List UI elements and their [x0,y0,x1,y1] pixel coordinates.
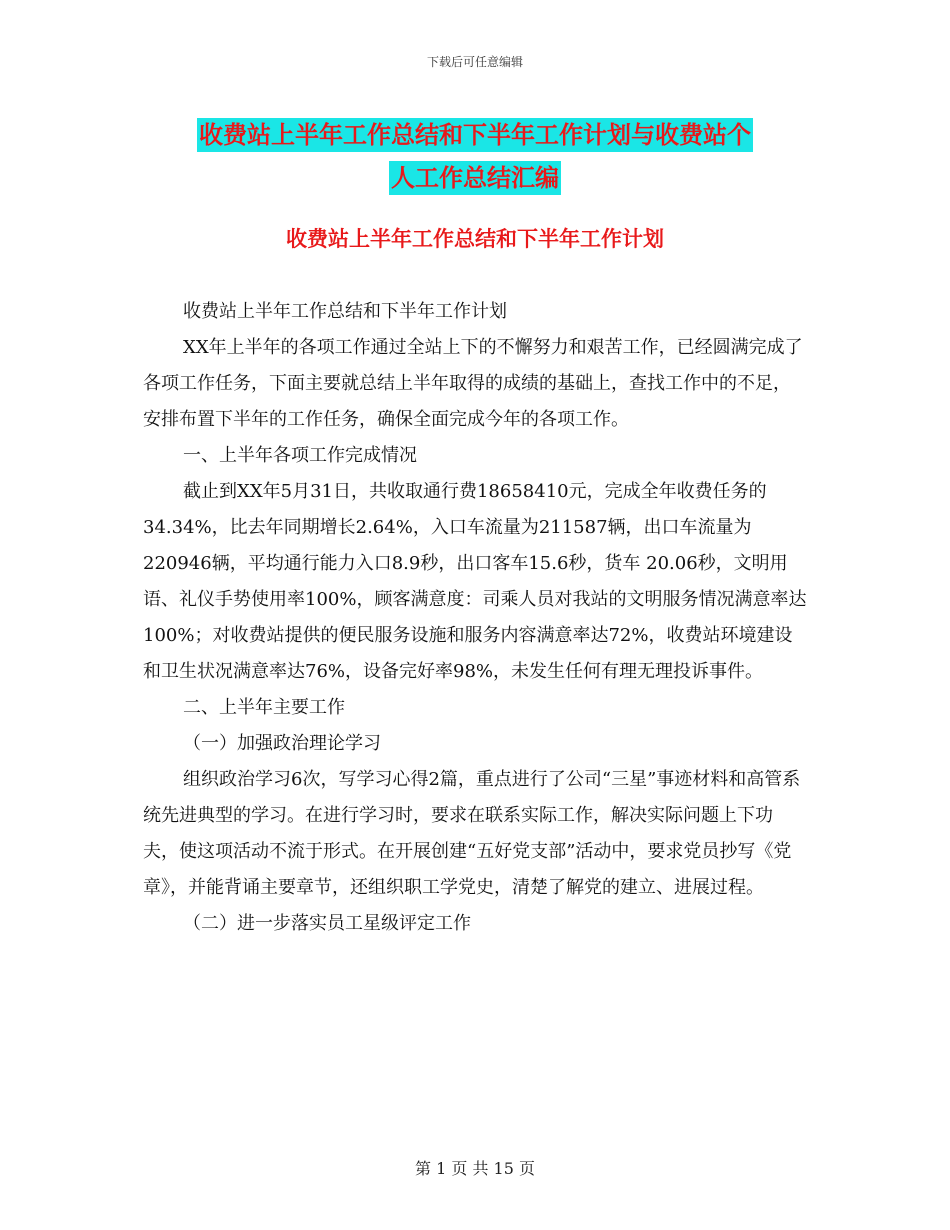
subheading-1: （一）加强政治理论学习 [183,733,381,754]
heading-1: 一、上半年各项工作完成情况 [183,445,417,466]
header-note: 下载后可任意编辑 [426,55,523,69]
title-highlight-2: 人工作总结汇编 [389,161,561,195]
subheading-2: （二）进一步落实员工星级评定工作 [183,913,471,934]
heading-2: 二、上半年主要工作 [183,697,345,718]
paragraph: 收费站上半年工作总结和下半年工作计划 [183,301,507,322]
document-title-line-1 [0,115,950,150]
section-title: 收费站上半年工作总结和下半年工作计划 [286,227,664,251]
page-footer: 第 1 页 共 15 页 [415,1159,535,1178]
paragraph: XX年上半年的各项工作通过全站上下的不懈努力和艰苦工作，已经圆满完成了各项工作任务，下面主要就总结上半年取得的成绩的基础上，查找工作中的不足，安排布置下半年的工作任务，确保全面完成今年的各项工作。 [143,337,803,430]
document-body [143,294,808,942]
title-highlight-1: 收费站上半年工作总结和下半年工作计划与收费站个 [197,118,753,152]
paragraph: 截止到XX年5月31日，共收取通行费18658410元，完成全年收费任务的34.34%，比去年同期增长2.64%，入口车流量为211587辆，出口车流量为220946辆，平均通行能力入口8.9秒，出口客车15.6秒，货车 20.06秒，文明用语、礼仪手势使用率100%，顾客满意度：司乘人员对我站的文明服务情况满意率达100%；对收费站提供的便民服务设施和服务内容满意率达72%，收费站环境建设和卫生状况满意率达76%，设备完好率98%，未发生任何有理无理投诉事件。 [143,481,807,682]
paragraph: 组织政治学习6次，写学习心得2篇，重点进行了公司“三星”事迹材料和高管系统先进典型的学习。在进行学习时，要求在联系实际工作，解决实际问题上下功夫，使这项活动不流于形式。在开展创建“五好党支部”活动中，要求党员抄写《党章》，并能背诵主要章节，还组织职工学党史，清楚了解党的建立、进展过程。 [143,769,801,898]
document-title-line-2 [0,158,950,193]
